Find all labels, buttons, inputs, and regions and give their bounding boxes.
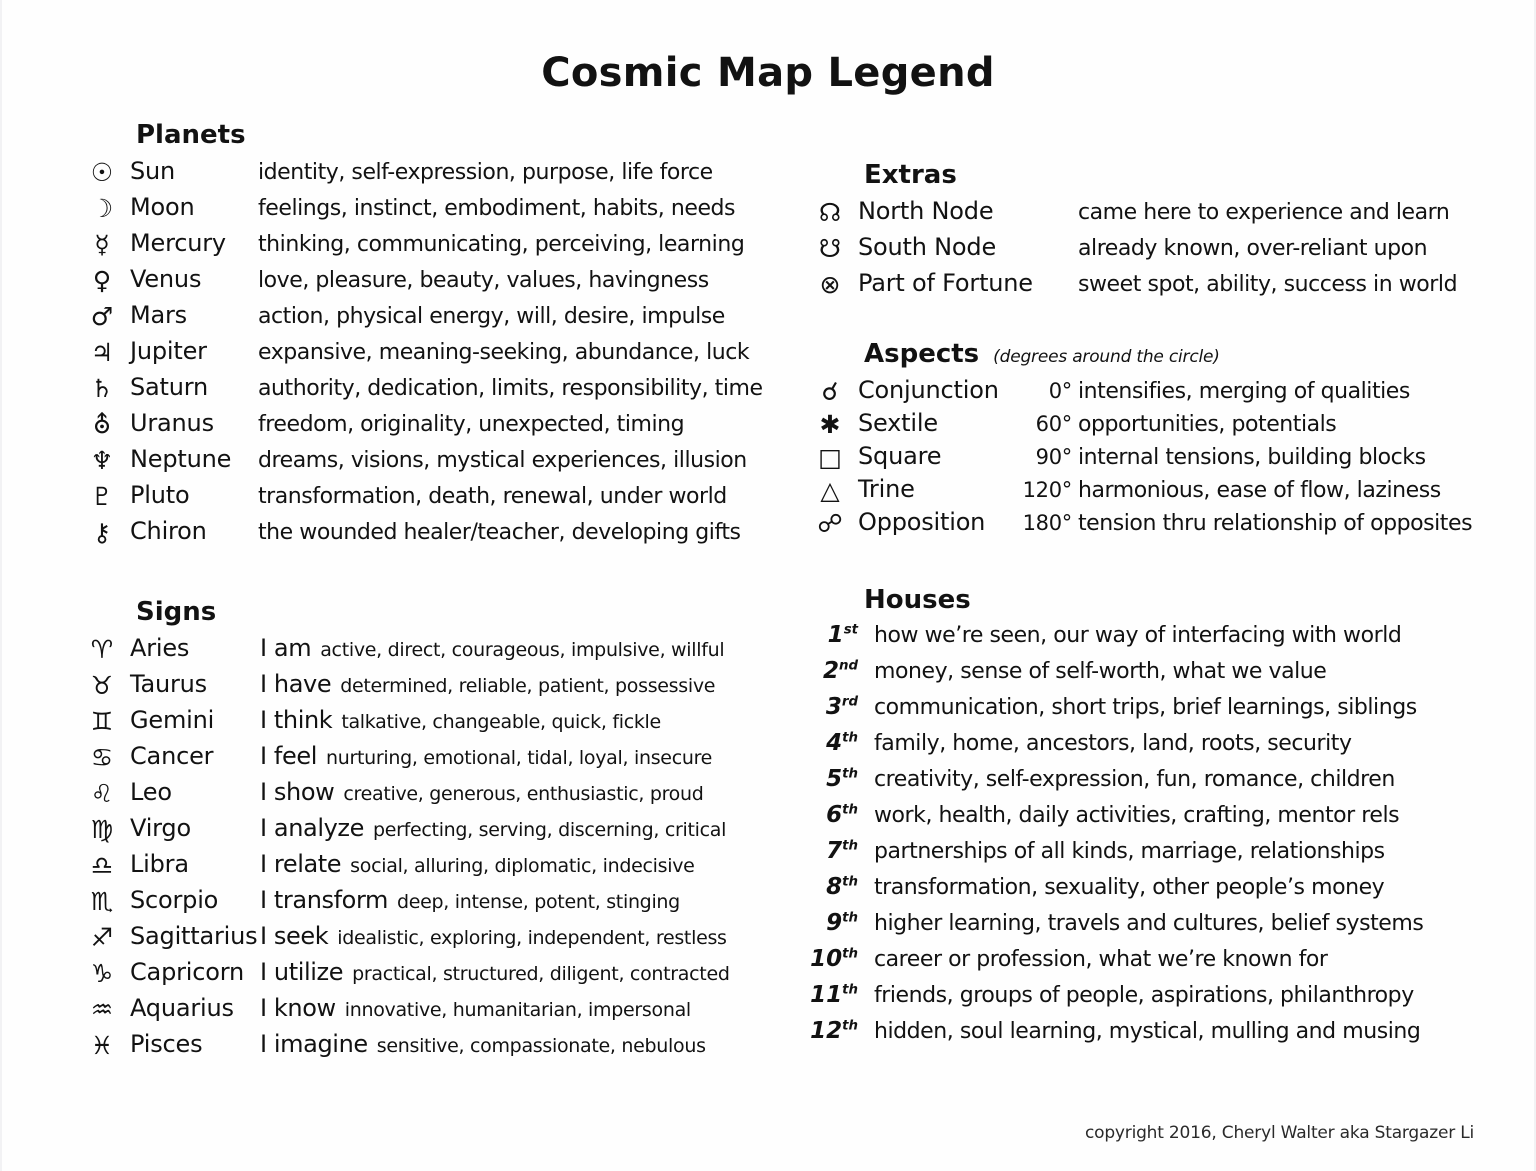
planet-description: feelings, instinct, embodiment, habits, needs <box>258 196 736 221</box>
aspect-opposition-icon: ☍ <box>817 509 843 538</box>
planet-saturn-icon: ♄ <box>90 374 114 403</box>
aspect-description: harmonious, ease of flow, laziness <box>1078 478 1441 503</box>
aspects-list <box>802 376 1482 541</box>
signs-heading: Signs <box>136 597 217 627</box>
extras-heading: Extras <box>864 160 957 190</box>
extras-section <box>802 160 1482 305</box>
sign-phrase: I seek <box>260 922 329 950</box>
house-description: transformation, sexuality, other people’s money <box>874 875 1385 900</box>
sign-libra-icon: ♎ <box>90 851 114 880</box>
sign-aries-icon: ♈ <box>90 635 114 664</box>
house-number: 8th <box>826 874 858 900</box>
extra-north-node-icon: ☊ <box>818 198 842 227</box>
house-ordinal-suffix: th <box>842 946 858 962</box>
planet-row <box>74 481 774 517</box>
planet-description: action, physical energy, will, desire, impulse <box>258 304 725 329</box>
planets-list <box>74 157 774 553</box>
house-description: communication, short trips, brief learnings, siblings <box>874 695 1417 720</box>
aspect-degrees: 60° <box>1035 412 1072 436</box>
planet-venus-icon: ♀ <box>92 266 112 295</box>
house-description: career or profession, what we’re known for <box>874 947 1328 972</box>
aspect-row <box>802 376 1482 409</box>
sign-name: Cancer <box>130 742 214 770</box>
sign-name: Aquarius <box>130 994 234 1022</box>
sign-name: Pisces <box>130 1030 203 1058</box>
planet-name: Pluto <box>130 481 190 509</box>
house-ordinal-suffix: th <box>842 874 858 890</box>
house-ordinal-suffix: th <box>842 982 858 998</box>
sign-phrase: I imagine <box>260 1030 368 1058</box>
house-ordinal-suffix: th <box>842 910 858 926</box>
house-number: 5th <box>826 766 858 792</box>
planet-moon-icon: ☽ <box>90 194 114 223</box>
sign-keywords: active, direct, courageous, impulsive, willful <box>320 639 725 661</box>
aspect-row <box>802 442 1482 475</box>
planet-name: Saturn <box>130 373 209 401</box>
house-number: 11th <box>810 982 858 1008</box>
sign-row <box>74 1030 774 1066</box>
house-number: 1st <box>827 622 858 648</box>
sign-leo-icon: ♌ <box>90 779 114 808</box>
aspect-name: Conjunction <box>858 376 999 404</box>
planet-name: Chiron <box>130 517 207 545</box>
sign-row <box>74 814 774 850</box>
aspect-description: tension thru relationship of opposites <box>1078 511 1473 536</box>
planet-description: identity, self-expression, purpose, life force <box>258 160 713 185</box>
left-column <box>74 120 774 1066</box>
house-number: 6th <box>826 802 858 828</box>
sign-phrase: I relate <box>260 850 342 878</box>
sign-name: Libra <box>130 850 189 878</box>
sign-name: Capricorn <box>130 958 244 986</box>
aspect-description: opportunities, potentials <box>1078 412 1337 437</box>
sign-row <box>74 958 774 994</box>
sign-keywords: determined, reliable, patient, possessive <box>340 675 716 697</box>
house-number: 7th <box>826 838 858 864</box>
extra-description: came here to experience and learn <box>1078 200 1450 225</box>
signs-section <box>74 597 774 1066</box>
sign-row <box>74 778 774 814</box>
house-ordinal-suffix: th <box>842 838 858 854</box>
planets-section <box>74 120 774 553</box>
house-number: 10th <box>810 946 858 972</box>
sign-taurus-icon: ♉ <box>90 671 114 700</box>
planet-pluto-icon: ♇ <box>90 482 114 511</box>
sign-keywords: innovative, humanitarian, impersonal <box>344 999 691 1021</box>
sign-row <box>74 886 774 922</box>
extra-description: sweet spot, ability, success in world <box>1078 272 1458 297</box>
sign-phrase: I think <box>260 706 333 734</box>
planet-uranus-icon: ⛢ <box>92 410 112 439</box>
planet-name: Moon <box>130 193 195 221</box>
sign-keywords: social, alluring, diplomatic, indecisive <box>350 855 695 877</box>
sign-row <box>74 922 774 958</box>
sign-keywords: perfecting, serving, discerning, critical <box>372 819 727 841</box>
house-number: 4th <box>826 730 858 756</box>
planet-name: Neptune <box>130 445 232 473</box>
house-description: higher learning, travels and cultures, belief systems <box>874 911 1424 936</box>
planet-row <box>74 229 774 265</box>
planet-description: expansive, meaning-seeking, abundance, luck <box>258 340 750 365</box>
house-description: money, sense of self-worth, what we value <box>874 659 1327 684</box>
planet-row <box>74 301 774 337</box>
house-ordinal-suffix: th <box>842 1018 858 1034</box>
aspect-row <box>802 508 1482 541</box>
planet-description: love, pleasure, beauty, values, havingness <box>258 268 709 293</box>
sign-phrase: I transform <box>260 886 388 914</box>
planet-row <box>74 517 774 553</box>
sign-row <box>74 634 774 670</box>
planet-jupiter-icon: ♃ <box>90 338 114 367</box>
extra-row <box>802 269 1482 305</box>
houses-heading: Houses <box>864 585 971 615</box>
house-row <box>802 622 1482 658</box>
sign-row <box>74 742 774 778</box>
house-ordinal-suffix: th <box>842 766 858 782</box>
aspect-row <box>802 475 1482 508</box>
house-description: hidden, soul learning, mystical, mulling and musing <box>874 1019 1421 1044</box>
house-description: how we’re seen, our way of interfacing with world <box>874 623 1402 648</box>
planet-row <box>74 409 774 445</box>
house-description: creativity, self-expression, fun, romance, children <box>874 767 1395 792</box>
sign-pisces-icon: ♓ <box>90 1031 114 1060</box>
planet-description: transformation, death, renewal, under world <box>258 484 727 509</box>
aspect-name: Sextile <box>858 409 938 437</box>
sign-keywords: creative, generous, enthusiastic, proud <box>343 783 704 805</box>
aspect-degrees: 90° <box>1035 445 1072 469</box>
sign-name: Gemini <box>130 706 215 734</box>
planet-description: thinking, communicating, perceiving, learning <box>258 232 745 257</box>
aspect-description: internal tensions, building blocks <box>1078 445 1426 470</box>
planet-name: Venus <box>130 265 202 293</box>
planet-mars-icon: ♂ <box>90 302 114 331</box>
sign-name: Taurus <box>130 670 207 698</box>
house-row <box>802 946 1482 982</box>
house-number: 3rd <box>825 694 858 720</box>
aspect-conjunction-icon: ☌ <box>821 377 839 406</box>
house-number: 2nd <box>822 658 858 684</box>
copyright-notice: copyright 2016, Cheryl Walter aka Stargazer Li <box>1084 1123 1474 1143</box>
sign-row <box>74 706 774 742</box>
house-description: family, home, ancestors, land, roots, security <box>874 731 1352 756</box>
aspect-degrees: 180° <box>1022 511 1072 535</box>
aspect-name: Square <box>858 442 942 470</box>
house-row <box>802 910 1482 946</box>
sign-phrase: I analyze <box>260 814 364 842</box>
sign-keywords: nurturing, emotional, tidal, loyal, insecure <box>325 747 713 769</box>
houses-section <box>802 585 1482 1054</box>
house-row <box>802 1018 1482 1054</box>
sign-name: Sagittarius <box>130 922 258 950</box>
house-row <box>802 694 1482 730</box>
sign-name: Scorpio <box>130 886 219 914</box>
house-ordinal-suffix: th <box>842 730 858 746</box>
sign-phrase: I feel <box>260 742 317 770</box>
planet-row <box>74 157 774 193</box>
planet-mercury-icon: ☿ <box>94 230 110 259</box>
aspect-name: Opposition <box>858 508 986 536</box>
house-description: friends, groups of people, aspirations, philanthropy <box>874 983 1414 1008</box>
house-row <box>802 802 1482 838</box>
aspects-heading-note: (degrees around the circle) <box>993 347 1220 367</box>
sign-name: Virgo <box>130 814 191 842</box>
sign-phrase: I know <box>260 994 336 1022</box>
aspect-description: intensifies, merging of qualities <box>1078 379 1410 404</box>
houses-list <box>802 622 1482 1054</box>
sign-cancer-icon: ♋ <box>90 743 114 772</box>
house-row <box>802 658 1482 694</box>
aspect-row <box>802 409 1482 442</box>
house-description: partnerships of all kinds, marriage, relationships <box>874 839 1385 864</box>
house-row <box>802 982 1482 1018</box>
sign-row <box>74 670 774 706</box>
planet-sun-icon: ☉ <box>90 158 114 187</box>
spacer <box>74 553 774 597</box>
house-number: 9th <box>826 910 858 936</box>
house-row <box>802 838 1482 874</box>
aspect-degrees: 0° <box>1048 379 1072 403</box>
aspect-name: Trine <box>858 475 915 503</box>
signs-list <box>74 634 774 1066</box>
planets-heading: Planets <box>136 120 246 150</box>
planet-name: Sun <box>130 157 176 185</box>
sign-sagittarius-icon: ♐ <box>90 923 114 952</box>
sign-keywords: practical, structured, diligent, contracted <box>352 963 730 985</box>
sign-keywords: idealistic, exploring, independent, restless <box>337 927 727 949</box>
sign-capricorn-icon: ♑ <box>90 959 114 988</box>
planet-chiron-icon: ⚷ <box>92 518 112 547</box>
planet-row <box>74 445 774 481</box>
house-description: work, health, daily activities, crafting, mentor rels <box>874 803 1400 828</box>
aspects-heading <box>864 339 1482 369</box>
extra-description: already known, over-reliant upon <box>1078 236 1428 261</box>
house-number: 12th <box>810 1018 858 1044</box>
sign-phrase: I utilize <box>260 958 344 986</box>
planet-description: dreams, visions, mystical experiences, illusion <box>258 448 747 473</box>
right-column <box>802 160 1482 1054</box>
aspect-sextile-icon: ✱ <box>819 410 841 439</box>
planet-row <box>74 265 774 301</box>
sign-virgo-icon: ♍ <box>90 815 114 844</box>
page-title: Cosmic Map Legend <box>541 50 995 96</box>
sign-row <box>74 994 774 1030</box>
extra-south-node-icon: ☋ <box>818 234 842 263</box>
planet-name: Mercury <box>130 229 226 257</box>
planet-row <box>74 193 774 229</box>
sign-name: Aries <box>130 634 190 662</box>
house-ordinal-suffix: rd <box>841 694 858 710</box>
sign-keywords: talkative, changeable, quick, fickle <box>341 711 661 733</box>
extra-name: South Node <box>858 233 997 261</box>
house-row <box>802 874 1482 910</box>
extra-row <box>802 233 1482 269</box>
sign-phrase: I have <box>260 670 332 698</box>
aspect-square-icon: □ <box>818 443 842 472</box>
extra-name: Part of Fortune <box>858 269 1033 297</box>
extra-part-of-fortune-icon: ⊗ <box>819 270 841 299</box>
sign-phrase: I am <box>260 634 312 662</box>
sign-scorpio-icon: ♏ <box>90 887 114 916</box>
planet-description: the wounded healer/teacher, developing gifts <box>258 520 741 545</box>
extra-row <box>802 197 1482 233</box>
planet-description: authority, dedication, limits, responsibility, time <box>258 376 763 401</box>
planet-description: freedom, originality, unexpected, timing <box>258 412 685 437</box>
aspects-section <box>802 339 1482 541</box>
aspect-degrees: 120° <box>1022 478 1072 502</box>
sign-row <box>74 850 774 886</box>
extra-name: North Node <box>858 197 994 225</box>
planet-neptune-icon: ♆ <box>90 446 114 475</box>
spacer <box>802 305 1482 339</box>
aspects-heading-label: Aspects <box>864 339 980 369</box>
house-row <box>802 730 1482 766</box>
planet-name: Mars <box>130 301 187 329</box>
planet-row <box>74 373 774 409</box>
sign-phrase: I show <box>260 778 335 806</box>
planet-row <box>74 337 774 373</box>
house-ordinal-suffix: nd <box>838 658 858 674</box>
planet-name: Jupiter <box>130 337 207 365</box>
aspect-trine-icon: △ <box>820 476 840 505</box>
spacer <box>802 541 1482 585</box>
sign-keywords: deep, intense, potent, stinging <box>396 891 680 913</box>
sign-keywords: sensitive, compassionate, nebulous <box>376 1035 706 1057</box>
sign-name: Leo <box>130 778 172 806</box>
planet-name: Uranus <box>130 409 214 437</box>
house-ordinal-suffix: th <box>842 802 858 818</box>
extras-list <box>802 197 1482 305</box>
house-row <box>802 766 1482 802</box>
house-ordinal-suffix: st <box>843 622 858 638</box>
sign-aquarius-icon: ♒ <box>90 995 114 1024</box>
sign-gemini-icon: ♊ <box>90 707 114 736</box>
